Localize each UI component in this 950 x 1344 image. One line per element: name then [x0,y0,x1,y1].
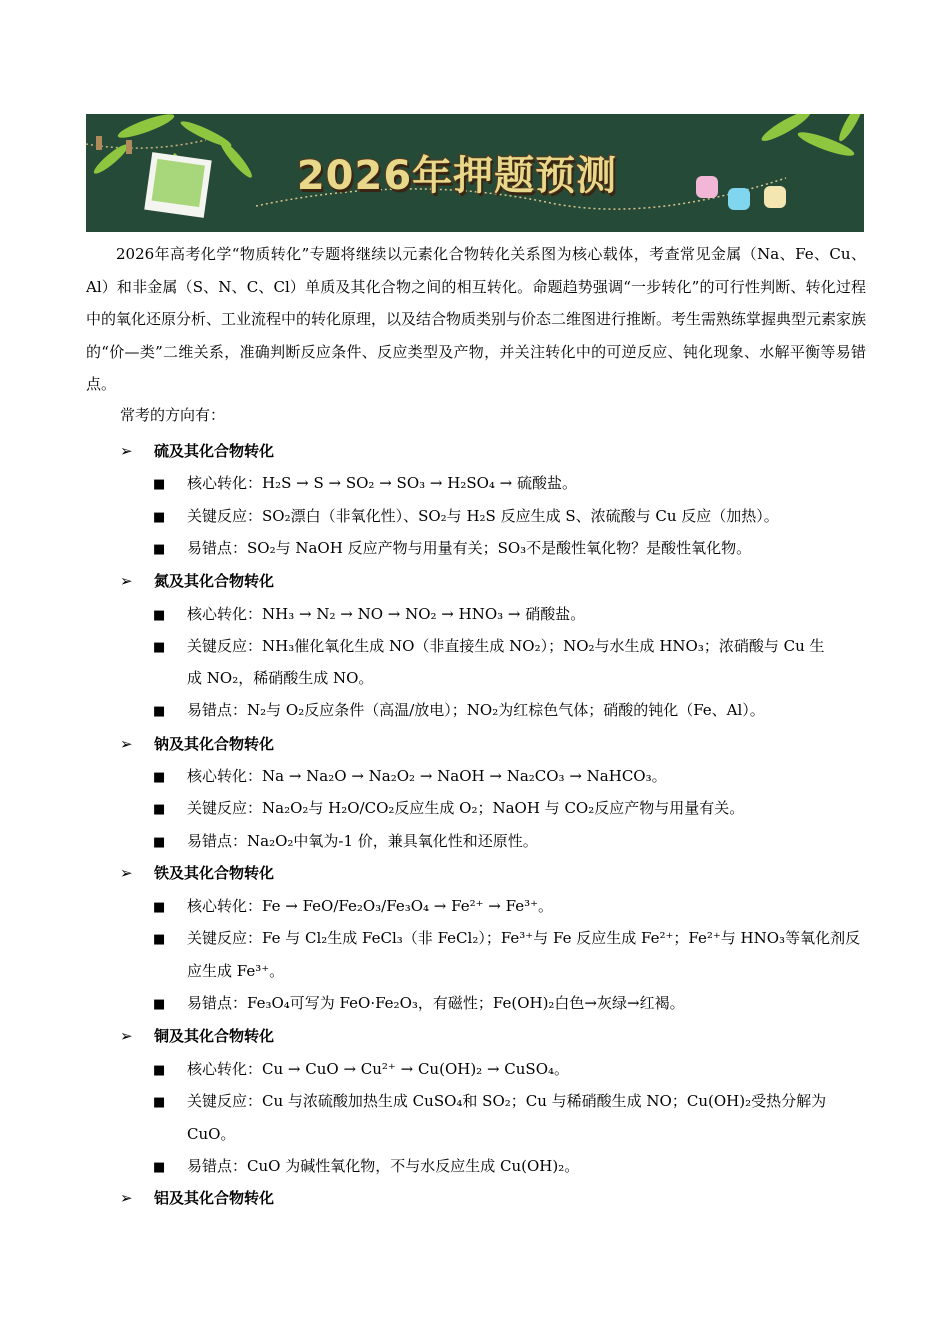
arrow-bullet-icon: ➢ [120,572,133,590]
list-item-continuation: 成 NO₂，稀硝酸生成 NO。 [187,669,374,687]
header-banner [86,114,864,232]
list-item: ■ 核心转化：Na → Na₂O → Na₂O₂ → NaOH → Na₂CO₃ → NaHCO₃。 [153,767,667,785]
charm-icon [696,176,786,210]
square-bullet-icon: ■ [153,932,166,947]
square-bullet-icon: ■ [153,542,166,557]
banner-title: 2026年押题预测 [296,153,618,199]
square-bullet-icon: ■ [153,1095,166,1110]
list-item: ■ 易错点：CuO 为碱性氧化物，不与水反应生成 Cu(OH)₂。 [153,1157,580,1175]
arrow-bullet-icon: ➢ [120,735,133,753]
square-bullet-icon: ■ [153,704,166,719]
list-item: ■ 关键反应：Na₂O₂与 H₂O/CO₂反应生成 O₂；NaOH 与 CO₂反应产物与用量有关。 [153,799,745,817]
list-item: ■ 易错点：SO₂与 NaOH 反应产物与用量有关；SO₃不是酸性氧化物？是酸性氧化物。 [153,539,752,557]
list-item: ■ 易错点：Fe₃O₄可写为 FeO·Fe₂O₃，有磁性；Fe(OH)₂白色→灰绿→红褐。 [153,994,685,1012]
list-item: ■ 易错点：Na₂O₂中氧为-1 价，兼具氧化性和还原性。 [153,832,538,850]
section-heading: ➢ 铝及其化合物转化 [120,1189,275,1207]
square-bullet-icon: ■ [153,608,166,623]
square-bullet-icon: ■ [153,770,166,785]
list-item: ■ 核心转化：Cu → CuO → Cu²⁺ → Cu(OH)₂ → CuSO₄。 [153,1060,570,1078]
square-bullet-icon: ■ [153,510,166,525]
square-bullet-icon: ■ [153,802,166,817]
list-item-continuation: 应生成 Fe³⁺。 [187,962,285,980]
section-heading: ➢ 氮及其化合物转化 [120,572,275,590]
section-heading: ➢ 钠及其化合物转化 [120,735,275,753]
list-item: ■ 核心转化：NH₃ → N₂ → NO → NO₂ → HNO₃ → 硝酸盐。 [153,605,586,623]
square-bullet-icon: ■ [153,1063,166,1078]
list-item: ■ 易错点：N₂与 O₂反应条件（高温/放电）；NO₂为红棕色气体；硝酸的钝化（Fe、Al）。 [153,701,765,719]
arrow-bullet-icon: ➢ [120,1027,133,1045]
arrow-bullet-icon: ➢ [120,442,133,460]
list-item: ■ 关键反应：SO₂漂白（非氧化性）、SO₂与 H₂S 反应生成 S、浓硫酸与 Cu 反应（加热）。 [153,507,779,525]
section-heading: ➢ 硫及其化合物转化 [120,442,275,460]
square-bullet-icon: ■ [153,477,166,492]
list-item: ■ 关键反应：NH₃催化氧化生成 NO（非直接生成 NO₂）；NO₂与水生成 HNO₃；浓硝酸与 Cu 生 [153,637,825,655]
list-item: ■ 核心转化：Fe → FeO/Fe₂O₃/Fe₃O₄ → Fe²⁺ → Fe³⁺。 [153,897,554,915]
list-item: ■ 核心转化：H₂S → S → SO₂ → SO₃ → H₂SO₄ → 硫酸盐。 [153,474,578,492]
list-item: ■ 关键反应：Fe 与 Cl₂生成 FeCl₃（非 FeCl₂）；Fe³⁺与 Fe 反应生成 Fe²⁺；Fe²⁺与 HNO₃等氧化剂反 [153,929,861,947]
square-bullet-icon: ■ [153,835,166,850]
square-bullet-icon: ■ [153,900,166,915]
square-bullet-icon: ■ [153,1160,166,1175]
arrow-bullet-icon: ➢ [120,1189,133,1207]
intro-paragraph: 2026年高考化学“物质转化”专题将继续以元素化合物转化关系图为核心载体，考查常见金属（Na、Fe、Cu、Al）和非金属（S、N、C、Cl）单质及其化合物之间的相互转化。命题趋势强调“一步转化”的可行性判断、转化过程中的氧化还原分析、工业流程中的转化原理，以及结合物质类别与价态二维图进行推断。考生需熟练掌握典型元素家族的“价—类”二维关系，准确判断反应条件、反应类型及产物，并关注转化中的可逆反应、钝化现象、水解平衡等易错点。 [86,245,867,393]
arrow-bullet-icon: ➢ [120,864,133,882]
list-item-continuation: CuO。 [187,1125,236,1143]
square-bullet-icon: ■ [153,640,166,655]
section-heading: ➢ 铜及其化合物转化 [120,1027,275,1045]
photo-frame-icon [96,136,212,218]
section-heading: ➢ 铁及其化合物转化 [120,864,275,882]
square-bullet-icon: ■ [153,997,166,1012]
list-item: ■ 关键反应：Cu 与浓硫酸加热生成 CuSO₄和 SO₂；Cu 与稀硝酸生成 NO；Cu(OH)₂受热分解为 [153,1092,827,1110]
directions-label: 常考的方向有： [120,406,226,424]
